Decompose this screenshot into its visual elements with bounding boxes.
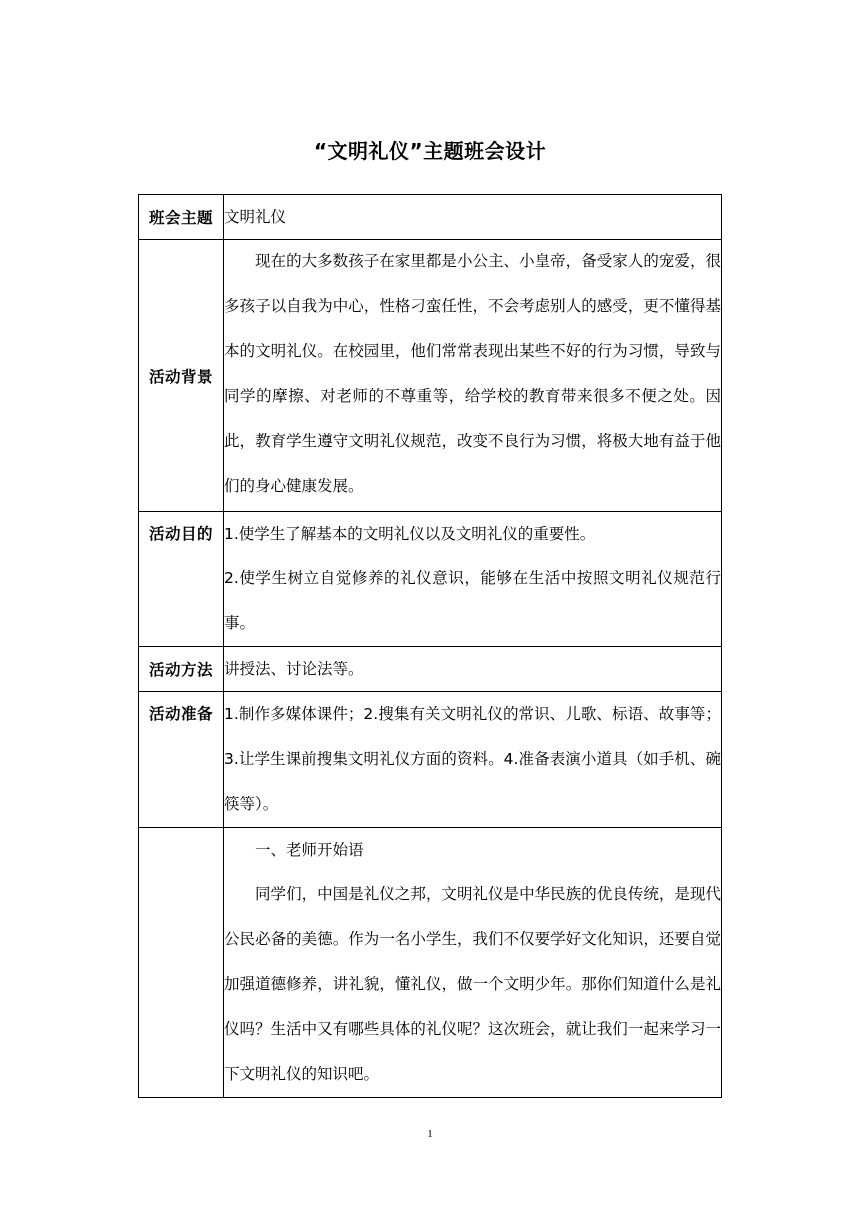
- row-label-background: [139, 240, 224, 512]
- row-content-background: [224, 240, 722, 512]
- row-label-theme-text: 班会主题: [148, 209, 213, 227]
- lesson-plan-table: [138, 194, 722, 1098]
- row-content-process: [224, 828, 722, 1098]
- row-label-preparation-text: 活动准备: [148, 705, 213, 723]
- row-content-method: [224, 647, 722, 692]
- row-content-purpose: [224, 512, 722, 647]
- table-row-preparation: [139, 692, 722, 828]
- row-label-preparation: [139, 692, 224, 828]
- document-title: “文明礼仪”主题班会设计: [313, 139, 547, 163]
- method-text: 讲授法、讨论法等。: [224, 660, 364, 678]
- background-paragraph: 现在的大多数孩子在家里都是小公主、小皇帝，备受家人的宠爱，很多孩子以自我为中心，性格刁蛮任性，不会考虑别人的感受，更不懂得基本的文明礼仪。在校园里，他们常常表现出某些不好的行为习惯，导致与同学的摩擦、对老师的不尊重等，给学校的教育带来很多不便之处。因此，教育学生遵守文明礼仪规范，改变不良行为习惯，将极大地有益于他们的身心健康发展。: [224, 252, 721, 495]
- table-row-background: [139, 240, 722, 512]
- preparation-paragraph: 1.制作多媒体课件；2.搜集有关文明礼仪的常识、儿歌、标语、故事等；3.让学生课前搜集文明礼仪方面的资料。4.准备表演小道具（如手机、碗筷等）。: [224, 705, 721, 813]
- table-row-method: [139, 647, 722, 692]
- table-row-purpose: [139, 512, 722, 647]
- row-content-preparation: [224, 692, 722, 828]
- table-row-theme: [139, 195, 722, 240]
- row-label-purpose-text: 活动目的: [148, 525, 213, 543]
- row-label-background-text: 活动背景: [148, 367, 213, 386]
- purpose-item-1: 1.使学生了解基本的文明礼仪以及文明礼仪的重要性。: [224, 525, 596, 543]
- row-label-purpose: [139, 512, 224, 647]
- process-heading: 一、老师开始语: [255, 841, 364, 859]
- table-row-process: [139, 828, 722, 1098]
- row-label-method: [139, 647, 224, 692]
- row-label-process: [139, 828, 224, 1098]
- purpose-item-2: 2.使学生树立自觉修养的礼仪意识，能够在生活中按照文明礼仪规范行事。: [224, 569, 721, 632]
- page-number: 1: [427, 1128, 433, 1140]
- theme-text: 文明礼仪: [224, 208, 287, 226]
- row-label-method-text: 活动方法: [148, 661, 213, 679]
- row-content-theme: [224, 195, 722, 240]
- process-paragraph: 同学们，中国是礼仪之邦，文明礼仪是中华民族的优良传统，是现代公民必备的美德。作为一名小学生，我们不仅要学好文化知识，还要自觉加强道德修养，讲礼貌，懂礼仪，做一个文明少年。那你们知道什么是礼仪吗？生活中又有哪些具体的礼仪呢？这次班会，就让我们一起来学习一下文明礼仪的知识吧。: [224, 885, 721, 1083]
- row-label-theme: [139, 195, 224, 240]
